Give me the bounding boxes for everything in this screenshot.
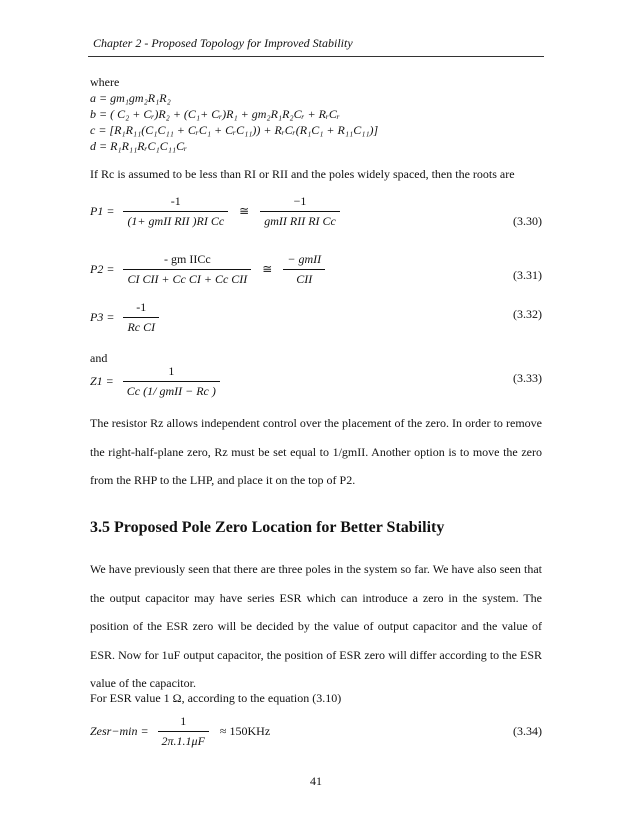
equation-z1 (90, 364, 220, 404)
denominator: 2π.1.1μF (161, 734, 205, 748)
numerator: -1 (123, 300, 159, 318)
approx-symbol: ≅ (262, 262, 273, 276)
numerator: −1 (260, 194, 340, 212)
approx-symbol: ≅ (239, 204, 250, 218)
equation-lhs: P2 = (90, 262, 115, 276)
denominator: Cc (1/ gmII − Rc ) (126, 384, 216, 398)
equation-lhs: Zesr−min = (90, 724, 149, 738)
fraction (158, 714, 209, 749)
variable-d: d = R₁R₁₁RᵣC₁C₁₁Cᵣ (90, 139, 188, 153)
approx-result: ≈ 150KHz (219, 724, 271, 738)
running-header: Chapter 2 - Proposed Topology for Improved Stability (93, 36, 353, 50)
numerator: - gm IICc (123, 252, 251, 270)
intro-sentence: If Rc is assumed to be less than RI or RII and the poles widely spaced, then the roots are (90, 167, 515, 181)
numerator: 1 (123, 364, 220, 382)
equation-number: (3.30) (513, 214, 542, 228)
variable-definitions (90, 90, 378, 154)
equation-lhs: Z1 = (90, 374, 114, 388)
equation-p2 (90, 252, 325, 292)
fraction (123, 252, 251, 287)
numerator: 1 (158, 714, 209, 732)
equation-number: (3.34) (513, 724, 542, 738)
equation-number: (3.32) (513, 307, 542, 321)
header-rule (88, 56, 544, 57)
variable-c: c = [R₁R₁₁(C₁C₁₁ + CᵣC₁ + CᵣC₁₁)) + RᵣCᵣ(R₁C₁ + R₁₁C₁₁)] (90, 123, 379, 137)
equation-zesr (90, 714, 278, 754)
equation-number: (3.31) (513, 268, 542, 282)
denominator: (1+ gmII RII )RI Cc (127, 214, 225, 228)
equation-lhs: P3 = (90, 310, 115, 324)
denominator: CII (296, 272, 313, 286)
variable-b: b = ( C₂ + Cᵣ)R₂ + (C₁+ Cᵣ)R₁ + gm₂R₁R₂Cᵣ + RᵣCᵣ (90, 107, 340, 121)
equation-p3 (90, 300, 159, 340)
fraction (283, 252, 325, 287)
and-label: and (90, 351, 108, 365)
paragraph-rz: The resistor Rz allows independent control over the placement of the zero. In order to remove the right-half-plane zero, Rz must be set equal to 1/gmII. Another option is to move the zero from the RHP to the LHP, and place it on the top of P2. (90, 416, 542, 487)
where-label: where (90, 75, 120, 89)
equation-lhs: P1 = (90, 204, 115, 218)
fraction (123, 194, 228, 229)
equation-p1 (90, 194, 340, 234)
denominator: gmII RII RI Cc (264, 214, 336, 228)
section-title: 3.5 Proposed Pole Zero Location for Better Stability (90, 519, 445, 536)
fraction (260, 194, 340, 229)
variable-a: a = gm₁gm₂R₁R₂ (90, 91, 171, 105)
paragraph-esr: We have previously seen that there are three poles in the system so far. We have also seen that the output capacitor may have series ESR which can introduce a zero in the system. The position of the ESR zero will be decided by the value of output capacitor and the value of ESR. Now for 1uF output capacitor, the position of ESR zero will differ according to the ESR value of the capacitor. (90, 562, 542, 690)
denominator: CI CII + Cc CI + Cc CII (127, 272, 248, 286)
fraction (123, 364, 220, 399)
esr-value-line: For ESR value 1 Ω, according to the equation (3.10) (90, 691, 342, 705)
numerator: − gmII (283, 252, 325, 270)
page-number: 41 (310, 774, 322, 788)
equation-number: (3.33) (513, 371, 542, 385)
denominator: Rc CI (127, 320, 156, 334)
fraction (123, 300, 159, 335)
numerator: -1 (123, 194, 228, 212)
